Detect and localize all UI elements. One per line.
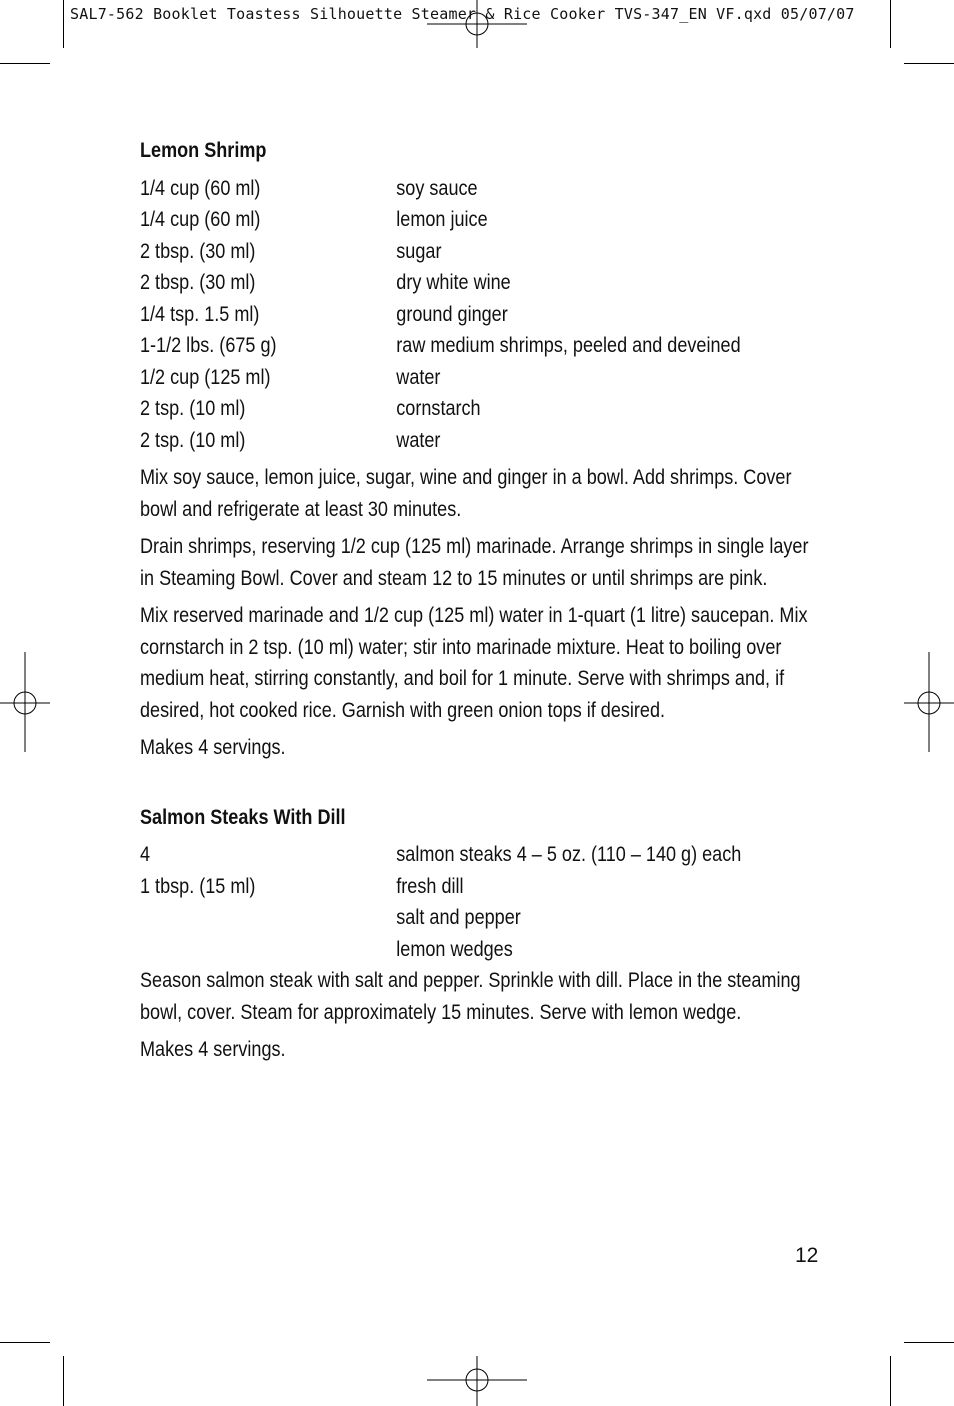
instruction-paragraph: Mix soy sauce, lemon juice, sugar, wine and ginger in a bowl. Add shrimps. Cover bowl and refrigerate at least 30 minutes. [140, 466, 792, 521]
ingredient-quantity: 4 [140, 843, 151, 866]
ingredient-quantity: 1/4 tsp. 1.5 ml) [140, 302, 260, 326]
servings-note: Makes 4 servings. [140, 736, 286, 759]
instruction-paragraph: Mix reserved marinade and 1/2 cup (125 ml) water in 1-quart (1 litre) saucepan. Mix cornstarch in 2 tsp. (10 ml) water; stir into marinade mixture. Heat to boiling over medium heat, stirring constantly, and boil for 1 minute. Serve with shrimps and, if desired, hot cooked rice. Garnish with green onion tops if desired. [140, 604, 808, 722]
ingredient-name: sugar [396, 239, 442, 263]
ingredient-quantity [140, 934, 396, 966]
ingredient-row [140, 330, 741, 362]
ingredient-name: ground ginger [396, 302, 508, 326]
ingredient-list [140, 839, 742, 965]
ingredient-row [140, 902, 725, 934]
ingredient-quantity: 2 tbsp. (30 ml) [140, 271, 256, 294]
registration-mark-top [427, 0, 527, 50]
ingredient-quantity: 1-1/2 lbs. (675 g) [140, 334, 277, 357]
recipe-page-content [140, 135, 809, 1066]
ingredient-row [140, 204, 725, 236]
ingredient-quantity: 1 tbsp. (15 ml) [140, 874, 256, 898]
instruction-paragraph: Drain shrimps, reserving 1/2 cup (125 ml) marinade. Arrange shrimps in single layer in Steaming Bowl. Cover and steam 12 to 15 minutes or until shrimps are pink. [140, 535, 809, 590]
servings-note: Makes 4 servings. [140, 1038, 286, 1061]
ingredient-list [140, 173, 741, 457]
ingredient-row [140, 267, 725, 299]
file-header: SAL7-562 Booklet Toastess Silhouette Steamer & Rice Cooker TVS-347_EN VF.qxd 05/07/07 [70, 5, 855, 23]
recipe-title: Salmon Steaks With Dill [140, 805, 346, 829]
recipe-lemon-shrimp [140, 135, 809, 764]
ingredient-row [140, 871, 725, 903]
ingredient-name: soy sauce [396, 176, 478, 200]
ingredient-quantity: 2 tsp. (10 ml) [140, 428, 246, 452]
ingredient-row [140, 362, 725, 394]
ingredient-name: lemon wedges [396, 937, 513, 961]
ingredient-name: dry white wine [396, 271, 511, 294]
registration-mark-left [0, 652, 50, 752]
ingredient-row [140, 236, 725, 268]
ingredient-name: lemon juice [396, 208, 488, 231]
registration-mark-bottom [427, 1356, 527, 1406]
ingredient-name: fresh dill [396, 874, 464, 898]
ingredient-quantity: 2 tsp. (10 ml) [140, 397, 246, 420]
page-number: 12 [795, 1244, 819, 1267]
ingredient-quantity: 1/4 cup (60 ml) [140, 208, 261, 231]
ingredient-name: salmon steaks 4 – 5 oz. (110 – 140 g) each [396, 843, 742, 866]
recipe-title: Lemon Shrimp [140, 139, 267, 162]
ingredient-quantity: 1/4 cup (60 ml) [140, 176, 261, 200]
ingredient-row [140, 839, 742, 871]
ingredient-name: salt and pepper [396, 906, 521, 929]
ingredient-quantity: 1/2 cup (125 ml) [140, 365, 271, 389]
ingredient-row [140, 299, 725, 331]
ingredient-name: water [396, 365, 441, 389]
instruction-paragraph: Season salmon steak with salt and pepper. Sprinkle with dill. Place in the steaming bowl, cover. Steam for approximately 15 minutes. Serve with lemon wedge. [140, 969, 801, 1024]
registration-mark-right [904, 652, 954, 752]
ingredient-name: cornstarch [396, 397, 481, 420]
ingredient-row [140, 173, 725, 205]
ingredient-name: raw medium shrimps, peeled and deveined [396, 334, 741, 357]
recipe-salmon-steaks [140, 802, 801, 1066]
ingredient-row [140, 425, 725, 457]
ingredient-quantity [140, 902, 396, 934]
ingredient-quantity: 2 tbsp. (30 ml) [140, 239, 256, 263]
ingredient-row [140, 934, 725, 966]
ingredient-row [140, 393, 725, 425]
ingredient-name: water [396, 428, 441, 452]
